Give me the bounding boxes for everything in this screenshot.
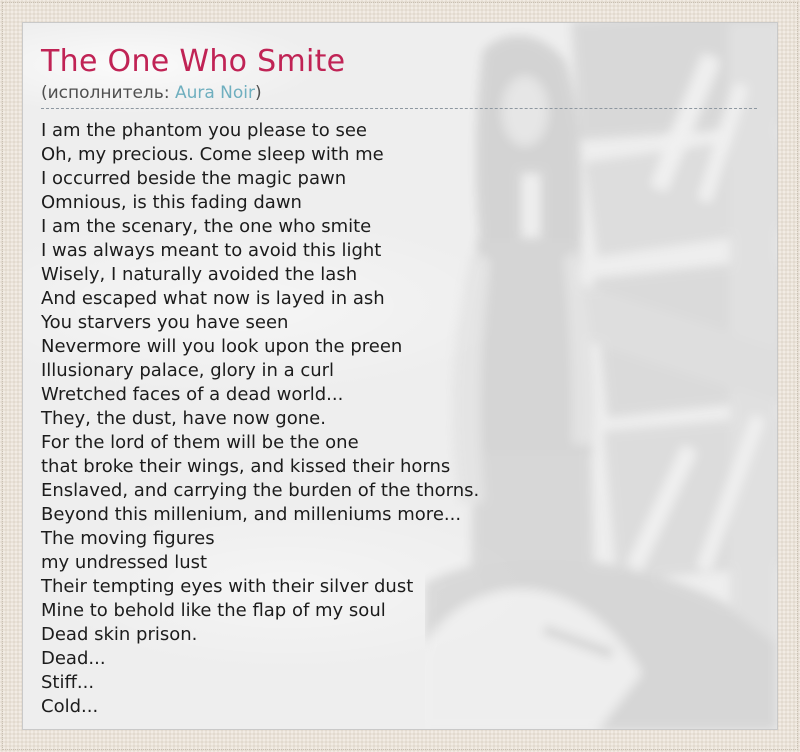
lyric-line: Wretched faces of a dead world... <box>41 384 344 405</box>
lyrics-content <box>23 23 777 719</box>
lyric-line: I am the scenary, the one who smite <box>41 216 372 237</box>
lyric-line: You starvers you have seen <box>41 312 289 333</box>
lyric-line: Stiff... <box>41 672 95 693</box>
artist-line <box>41 82 757 104</box>
lyrics-card <box>22 22 778 730</box>
lyric-line: They, the dust, have now gone. <box>41 408 326 429</box>
lyric-line: Oh, my precious. Come sleep with me <box>41 144 384 165</box>
lyric-line: Enslaved, and carrying the burden of the thorns. <box>41 480 480 501</box>
artist-link[interactable]: Aura Noir <box>174 83 255 103</box>
lyrics-text <box>41 119 757 719</box>
lyric-line: For the lord of them will be the one <box>41 432 359 453</box>
lyric-line: I occurred beside the magic pawn <box>41 168 347 189</box>
artist-label-prefix: (исполнитель: <box>41 83 175 103</box>
lyric-line: I am the phantom you please to see <box>41 120 367 141</box>
lyric-line: I was always meant to avoid this light <box>41 240 382 261</box>
artist-label-suffix: ) <box>255 83 262 103</box>
lyric-line: Cold... <box>41 696 99 717</box>
lyric-line: Their tempting eyes with their silver dust <box>41 576 414 597</box>
lyric-line: And escaped what now is layed in ash <box>41 288 385 309</box>
song-title: The One Who Smite <box>41 44 346 79</box>
lyric-line: Wisely, I naturally avoided the lash <box>41 264 358 285</box>
lyric-line: my undressed lust <box>41 552 208 573</box>
lyric-line: Illusionary palace, glory in a curl <box>41 360 335 381</box>
lyric-line: Beyond this millenium, and milleniums more... <box>41 504 462 525</box>
lyric-line: Dead skin prison. <box>41 624 198 645</box>
lyric-line: Nevermore will you look upon the preen <box>41 336 403 357</box>
lyric-line: Omnious, is this fading dawn <box>41 192 302 213</box>
lyric-line: Mine to behold like the flap of my soul <box>41 600 386 621</box>
dashed-separator <box>41 108 757 109</box>
lyric-line: that broke their wings, and kissed their horns <box>41 456 451 477</box>
lyric-line: Dead... <box>41 648 106 669</box>
lyric-line: The moving figures <box>41 528 215 549</box>
